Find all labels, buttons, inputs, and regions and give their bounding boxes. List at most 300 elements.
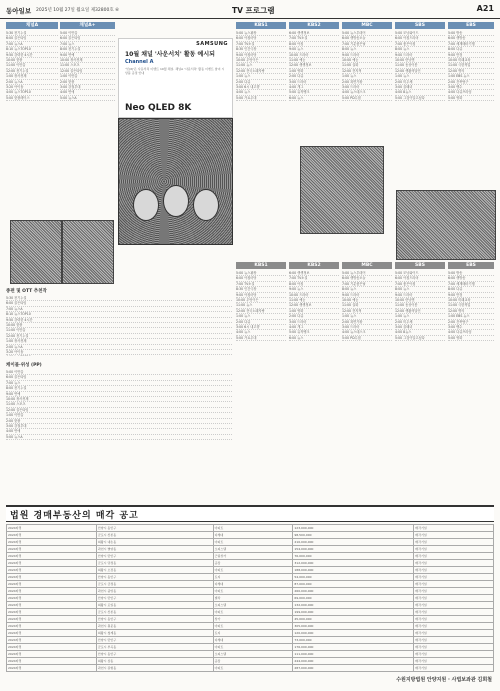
program-row: 4:00 뉴스TOP10: [6, 90, 58, 95]
table-row: [7, 609, 494, 616]
program-row: 8:00 뉴스: [342, 47, 392, 52]
table-cell: 의왕시 삼동: [96, 658, 213, 665]
table-cell: 매각기일: [414, 588, 494, 595]
table-cell: 아파트: [213, 623, 293, 630]
program-row: 6:00 뉴스: [289, 336, 339, 341]
table-cell: 210,000,000: [293, 539, 414, 546]
program-row: 6:00 생방송오늘: [342, 36, 392, 41]
table-cell: 312,000,000: [293, 560, 414, 567]
program-row: 8:00 다큐: [448, 287, 494, 292]
program-row: 2:00 건축탐구: [448, 320, 494, 325]
program-row: 9:00 아침마당: [236, 293, 286, 298]
program-row: 12:00 전국노래자랑: [236, 309, 286, 314]
poster-figure: [193, 189, 219, 221]
program-row: 6:00 아침드라마: [395, 276, 445, 281]
program-row: 12:00 천기누설: [6, 69, 58, 74]
table-cell: 매각기일: [414, 546, 494, 553]
table-cell: 260,000,000: [293, 588, 414, 595]
program-row: 4:00 뉴스데스크: [342, 90, 392, 95]
program-row: 4:00 뉴스: [236, 330, 286, 335]
table-row: [7, 588, 494, 595]
table-cell: 2024타경: [7, 651, 97, 658]
ad-product: Neo QLED 8K: [125, 103, 192, 113]
program-row: 12:00 골든타임: [6, 408, 232, 413]
channel-column: [448, 262, 494, 488]
program-row: 2:00 건축탐구: [448, 80, 494, 85]
program-row: 10:00 핫플: [6, 58, 58, 63]
program-row: 4:00 8뉴스: [395, 90, 445, 95]
program-row: 5:00 뮤직뱅크: [289, 330, 339, 335]
anchor-photo: [10, 220, 62, 284]
program-row: 5:00 PD수첩: [342, 336, 392, 341]
program-row: 11:00 스포츠: [60, 63, 115, 68]
program-row: [6, 355, 232, 356]
table-cell: 154,000,000: [293, 546, 414, 553]
program-row: 7:00 뉴스A: [6, 307, 232, 312]
table-cell: 안양시 만안구: [96, 595, 213, 602]
program-row: 12:00 골든타임: [60, 69, 115, 74]
program-row: 6:00 골든타임: [6, 301, 232, 306]
auction-table: [6, 524, 494, 672]
channel-header: KBS1: [236, 262, 286, 269]
table-cell: 매각기일: [414, 630, 494, 637]
program-row: 8:00 아침: [289, 42, 339, 47]
table-cell: 매각기일: [414, 574, 494, 581]
program-row: 5:00 영화: [448, 336, 494, 341]
channel-column: [236, 22, 286, 272]
table-cell: 아파트: [213, 609, 293, 616]
table-cell: 오피스텔: [213, 546, 293, 553]
program-row: 4:00 뉴스: [236, 90, 286, 95]
table-cell: 의왕시 청계동: [96, 630, 213, 637]
table-cell: 오피스텔: [213, 602, 293, 609]
program-row: 5:00 뉴스광장: [236, 31, 286, 36]
table-cell: 87,000,000: [293, 581, 414, 588]
program-row: 11:00 극한직업: [448, 63, 494, 68]
samsung-ad: [118, 38, 233, 118]
program-row: 7:00 뉴스: [60, 42, 115, 47]
program-row: 11:00 예능: [289, 58, 339, 63]
program-row: 1:00 이만갑: [6, 413, 232, 418]
ad-headline: 10월 채널 '사운서치' 활동 예시되: [125, 51, 215, 58]
program-row: 10:00 미래교육: [448, 58, 494, 63]
program-row: 2:00 다큐: [236, 80, 286, 85]
program-row: 5:00 뉴스광장: [236, 271, 286, 276]
program-row: 10:00 드라마: [289, 53, 339, 58]
channel-column: [60, 22, 115, 222]
program-row: 11:00 예능: [289, 298, 339, 303]
table-cell: 2024타경: [7, 609, 97, 616]
channel-column: [289, 262, 339, 488]
table-row: [7, 658, 494, 665]
table-cell: 매각기일: [414, 532, 494, 539]
table-cell: 54,000,000: [293, 574, 414, 581]
table-cell: 토지: [213, 630, 293, 637]
program-row: 7:00 좋은아침: [395, 282, 445, 287]
program-row: 6:00 골든타임: [6, 375, 232, 380]
table-cell: 2024타경: [7, 539, 97, 546]
table-cell: 199,000,000: [293, 609, 414, 616]
program-row: 5:00 그것이알고싶다: [395, 96, 445, 101]
table-cell: 2024타경: [7, 574, 97, 581]
table-cell: 안양시 동안구: [96, 651, 213, 658]
table-cell: 과천시 중앙동: [96, 588, 213, 595]
program-row: 3:00 드라마: [342, 85, 392, 90]
program-row: 10:00 무엇이든: [236, 298, 286, 303]
table-cell: 2024타경: [7, 665, 97, 672]
program-row: 12:00 생생정보: [289, 303, 339, 308]
publication-name: 동아일보: [6, 7, 32, 15]
program-row: 5:00 뉴스투데이: [342, 31, 392, 36]
program-row: 8:00 뉴스: [395, 47, 445, 52]
program-poster: [118, 118, 233, 245]
table-cell: 매각기일: [414, 602, 494, 609]
page-number: A21: [476, 4, 494, 13]
program-row: 11:00 뉴스: [236, 63, 286, 68]
program-row: 10:00 예능: [342, 298, 392, 303]
program-row: 8:30 인간극장: [236, 287, 286, 292]
channel-header: EBS: [448, 22, 494, 29]
poster-figure: [163, 185, 189, 217]
program-row: 1:00 이만갑: [60, 74, 115, 79]
program-row: 1:00 뉴스: [236, 314, 286, 319]
poster-figure: [133, 189, 159, 221]
table-cell: 287,000,000: [293, 665, 414, 672]
program-row: 9:50 강력한 4시간: [6, 53, 58, 58]
issue-date: 2025년 10월 27일 월요일 제32800호 ⑥: [36, 8, 120, 13]
program-row: 5:00 이만갑: [6, 370, 232, 375]
channel-rows: [60, 31, 115, 101]
channel-rows: [342, 31, 392, 101]
program-row: 9:00 뉴스: [289, 47, 339, 52]
program-row: 3:20 아이돌: [6, 85, 58, 90]
program-row: 6:00 아침마당: [236, 276, 286, 281]
program-row: 10:00 런닝맨: [395, 58, 445, 63]
table-cell: 아파트: [213, 644, 293, 651]
table-cell: 매각기일: [414, 651, 494, 658]
table-cell: 188,000,000: [293, 567, 414, 574]
program-row: 7:00 TV소설: [289, 276, 339, 281]
table-cell: 45,000,000: [293, 616, 414, 623]
table-cell: 2024타경: [7, 644, 97, 651]
table-cell: 매각기일: [414, 581, 494, 588]
program-row: 1:00 영화: [289, 69, 339, 74]
channel-column: [6, 22, 58, 222]
table-cell: 2024타경: [7, 581, 97, 588]
program-row: 8:00 아침: [289, 282, 339, 287]
program-row: 2:00 뉴스A: [6, 345, 232, 350]
channel-header: EBS: [448, 262, 494, 269]
table-cell: 매각기일: [414, 595, 494, 602]
program-row: 11:00 동상이몽: [395, 303, 445, 308]
table-cell: 매각기일: [414, 567, 494, 574]
program-row: 5:00 핫플레이스: [6, 96, 58, 101]
program-row: 2:00 복면가왕: [342, 80, 392, 85]
table-cell: 공장: [213, 560, 293, 567]
table-cell: 2024타경: [7, 637, 97, 644]
program-row: 3:00 펭수: [448, 85, 494, 90]
channel-header: SBS: [395, 22, 445, 29]
program-row: 10:00 장사천재: [60, 58, 115, 63]
program-row: 11:00 이만갑: [6, 63, 58, 68]
table-row: [7, 644, 494, 651]
program-row: 5:30 천기누설: [6, 31, 58, 36]
program-row: 11:00 동상이몽: [395, 63, 445, 68]
program-row: 10:00 장사천재: [6, 397, 232, 402]
program-row: 3:00 6시 내고향: [236, 325, 286, 330]
table-cell: 안양시 동안구: [96, 616, 213, 623]
notice-court: 수원지방법원 안양지원 · 사법보좌관 김희철: [396, 677, 492, 683]
channel-column: [342, 262, 392, 488]
program-row: 11:00 스포츠: [6, 402, 232, 407]
program-row: 12:00 명의: [448, 69, 494, 74]
table-cell: 군포시 산본동: [96, 609, 213, 616]
program-row: 2:00 핫플: [6, 419, 232, 424]
program-row: 2:00 미우새: [395, 80, 445, 85]
program-row: 9:00 드라마: [395, 293, 445, 298]
table-cell: 오피스텔: [213, 651, 293, 658]
channel-column: [395, 262, 445, 488]
program-row: 1:00 뉴스: [236, 74, 286, 79]
program-row: 10:00 드라마: [289, 293, 339, 298]
program-row: 2:00 다큐: [289, 74, 339, 79]
table-cell: 111,000,000: [293, 651, 414, 658]
table-cell: 2024타경: [7, 553, 97, 560]
program-row: 3:00 강철부대: [60, 85, 115, 90]
table-cell: 매각기일: [414, 616, 494, 623]
program-row: 4:00 개그: [289, 325, 339, 330]
program-row: 12:00 천기누설: [6, 334, 232, 339]
table-row: [7, 525, 494, 532]
table-cell: 매각기일: [414, 553, 494, 560]
table-cell: 다세대: [213, 581, 293, 588]
program-row: 5:00 영화: [448, 96, 494, 101]
table-cell: 군포시 부곡동: [96, 644, 213, 651]
program-row: 5:00 모닝와이드: [395, 271, 445, 276]
program-row: 10:00 런닝맨: [395, 298, 445, 303]
program-row: 8:10 뉴스TOP10: [6, 47, 58, 52]
channel-header: KBS1: [236, 22, 286, 29]
channel-header: 채널A+: [60, 22, 115, 29]
program-row: 4:00 8뉴스: [395, 330, 445, 335]
genre-section-title: 케이블·위성 (PP): [6, 363, 42, 368]
channel-column: [236, 262, 286, 488]
table-cell: 의왕시 내손동: [96, 539, 213, 546]
program-row: 2:00 다큐: [289, 314, 339, 319]
program-row: 12:00 생생정보: [289, 63, 339, 68]
program-row: 12:00 전지적: [342, 309, 392, 314]
notice-banner: [6, 505, 494, 522]
table-row: [7, 574, 494, 581]
notice-title: 법원 경매부동산의 매각 공고: [10, 511, 139, 521]
program-row: 2:00 미우새: [395, 320, 445, 325]
table-cell: 안양시 동안구: [96, 574, 213, 581]
table-cell: 아파트: [213, 665, 293, 672]
program-row: 9:00 아침마당: [236, 53, 286, 58]
table-cell: 군포시 금정동: [96, 581, 213, 588]
table-cell: 군포시 당정동: [96, 560, 213, 567]
table-cell: 매각기일: [414, 637, 494, 644]
program-row: 3:00 골때녀: [395, 85, 445, 90]
table-row: [7, 630, 494, 637]
table-cell: 244,000,000: [293, 658, 414, 665]
program-row: 10:00 핫플: [6, 323, 232, 328]
ott-table: [6, 296, 232, 356]
program-row: 12:00 전지적: [342, 69, 392, 74]
program-row: 12:00 전국노래자랑: [236, 69, 286, 74]
program-row: 6:00 생생정보: [289, 31, 339, 36]
program-row: 1:00 영화: [289, 309, 339, 314]
table-cell: 아파트: [213, 539, 293, 546]
table-row: [7, 602, 494, 609]
program-row: 5:00 뉴스투데이: [342, 271, 392, 276]
program-row: 6:00 골든타임: [60, 36, 115, 41]
program-row: 12:00 명의: [448, 309, 494, 314]
program-row: 8:30 인간극장: [236, 47, 286, 52]
program-row: 11:00 실화: [342, 303, 392, 308]
table-cell: 69,000,000: [293, 595, 414, 602]
table-cell: 아파트: [213, 525, 293, 532]
table-cell: 근린상가: [213, 553, 293, 560]
program-row: 3:00 강철부대: [6, 424, 232, 429]
program-row: 11:00 실화: [342, 63, 392, 68]
table-cell: 132,000,000: [293, 602, 414, 609]
program-row: 9:00 드라마: [342, 293, 392, 298]
program-row: 1:00 장사천재: [6, 74, 58, 79]
program-row: 5:00 그것이알고싶다: [395, 336, 445, 341]
program-row: 6:00 생방송오늘: [342, 276, 392, 281]
program-row: 7:00 TV소설: [236, 42, 286, 47]
program-row: 1:00 EBS 뉴스: [448, 314, 494, 319]
program-row: 4:00 다큐프라임: [448, 90, 494, 95]
program-row: 5:00 방송: [448, 271, 494, 276]
channel-rows: [6, 31, 58, 101]
table-cell: 안양시 동안구: [96, 525, 213, 532]
program-row: 3:00 6시 내고향: [236, 85, 286, 90]
program-row: 7:00 세계테마기행: [448, 42, 494, 47]
table-row: [7, 539, 494, 546]
section-title: TV 프로그램: [232, 6, 275, 15]
channel-header: MBC: [342, 262, 392, 269]
table-row: [7, 595, 494, 602]
program-row: 1:00 뉴스: [395, 314, 445, 319]
table-cell: 아파트: [213, 567, 293, 574]
table-cell: 매각기일: [414, 665, 494, 672]
program-row: 10:00 예능: [342, 58, 392, 63]
table-row: [7, 546, 494, 553]
program-row: 3:00 드라마: [342, 325, 392, 330]
table-cell: 안양시 만안구: [96, 637, 213, 644]
table-cell: 2024타경: [7, 525, 97, 532]
table-cell: 매각기일: [414, 539, 494, 546]
table-cell: 2024타경: [7, 546, 97, 553]
table-cell: 다세대: [213, 637, 293, 644]
table-cell: 공장: [213, 658, 293, 665]
page-header: [0, 0, 500, 19]
program-row: 5:00 방송: [448, 31, 494, 36]
program-row: 7:00 뉴스: [6, 381, 232, 386]
table-cell: 2024타경: [7, 623, 97, 630]
program-row: 8:00 다큐: [448, 47, 494, 52]
table-row: [7, 532, 494, 539]
program-row: 3:00 드라마: [289, 320, 339, 325]
program-row: 2:00 뉴스A: [6, 80, 58, 85]
table-cell: 2024타경: [7, 567, 97, 574]
table-cell: 2024타경: [7, 595, 97, 602]
channel-header: KBS2: [289, 262, 339, 269]
channel-header: MBC: [342, 22, 392, 29]
channel-rows: [342, 271, 392, 341]
table-cell: 2024타경: [7, 560, 97, 567]
table-cell: 123,000,000: [293, 525, 414, 532]
table-cell: 매각기일: [414, 609, 494, 616]
program-row: 8:00 뉴스: [342, 287, 392, 292]
table-row: [7, 560, 494, 567]
ad-channel: Channel A: [125, 59, 154, 65]
program-row: 3:00 골때녀: [395, 325, 445, 330]
brand-logo: SAMSUNG: [196, 41, 228, 47]
program-photo: [396, 190, 496, 260]
program-row: 6:00 뉴스: [289, 96, 339, 101]
program-row: 7:00 TV소설: [236, 282, 286, 287]
table-cell: 2024타경: [7, 588, 97, 595]
program-row: 3:00 펭수: [448, 325, 494, 330]
table-cell: 의왕시 오전동: [96, 567, 213, 574]
table-cell: 305,000,000: [293, 623, 414, 630]
program-row: 8:00 뉴스: [395, 287, 445, 292]
program-row: 12:00 생활의달인: [395, 309, 445, 314]
table-cell: 98,500,000: [293, 532, 414, 539]
program-row: 5:00 가요무대: [236, 96, 286, 101]
program-row: 8:00 천기누설: [6, 386, 232, 391]
program-row: 1:00 뉴스: [342, 314, 392, 319]
program-row: 12:00 생활의달인: [395, 69, 445, 74]
program-row: 7:00 TV소설: [289, 36, 339, 41]
program-row: 6:00 생생정보: [289, 271, 339, 276]
anchor-photo: [62, 220, 114, 284]
table-cell: 176,000,000: [293, 644, 414, 651]
table-cell: 아파트: [213, 588, 293, 595]
genre-table: [6, 370, 232, 490]
program-row: 5:30 천기누설: [6, 296, 232, 301]
program-row: 1:00 뉴스: [342, 74, 392, 79]
channel-header: 채널A: [6, 22, 58, 29]
program-row: 1:00 장사천재: [6, 339, 232, 344]
table-row: [7, 651, 494, 658]
channel-rows: [395, 271, 445, 341]
program-row: 5:00 모닝와이드: [395, 31, 445, 36]
table-row: [7, 567, 494, 574]
program-row: 10:00 미래교육: [448, 298, 494, 303]
table-row: [7, 581, 494, 588]
channel-rows: [289, 31, 339, 101]
table-cell: 토지: [213, 574, 293, 581]
table-cell: 다세대: [213, 532, 293, 539]
table-cell: 매각기일: [414, 525, 494, 532]
program-row: 8:00 천기누설: [60, 47, 115, 52]
table-row: [7, 623, 494, 630]
program-row: 11:00 뉴스: [236, 303, 286, 308]
channel-rows: [448, 271, 494, 341]
program-row: 1:00 EBS 뉴스: [448, 74, 494, 79]
program-row: 9:00 만점: [448, 53, 494, 58]
program-row: 5:00 뉴스A: [60, 96, 115, 101]
program-row: 5:00 뮤직뱅크: [289, 90, 339, 95]
program-row: 7:00 뉴스A: [6, 42, 58, 47]
genre-rows: [6, 370, 232, 440]
table-cell: 2024타경: [7, 658, 97, 665]
program-row: 5:00 뉴스A: [6, 435, 232, 440]
